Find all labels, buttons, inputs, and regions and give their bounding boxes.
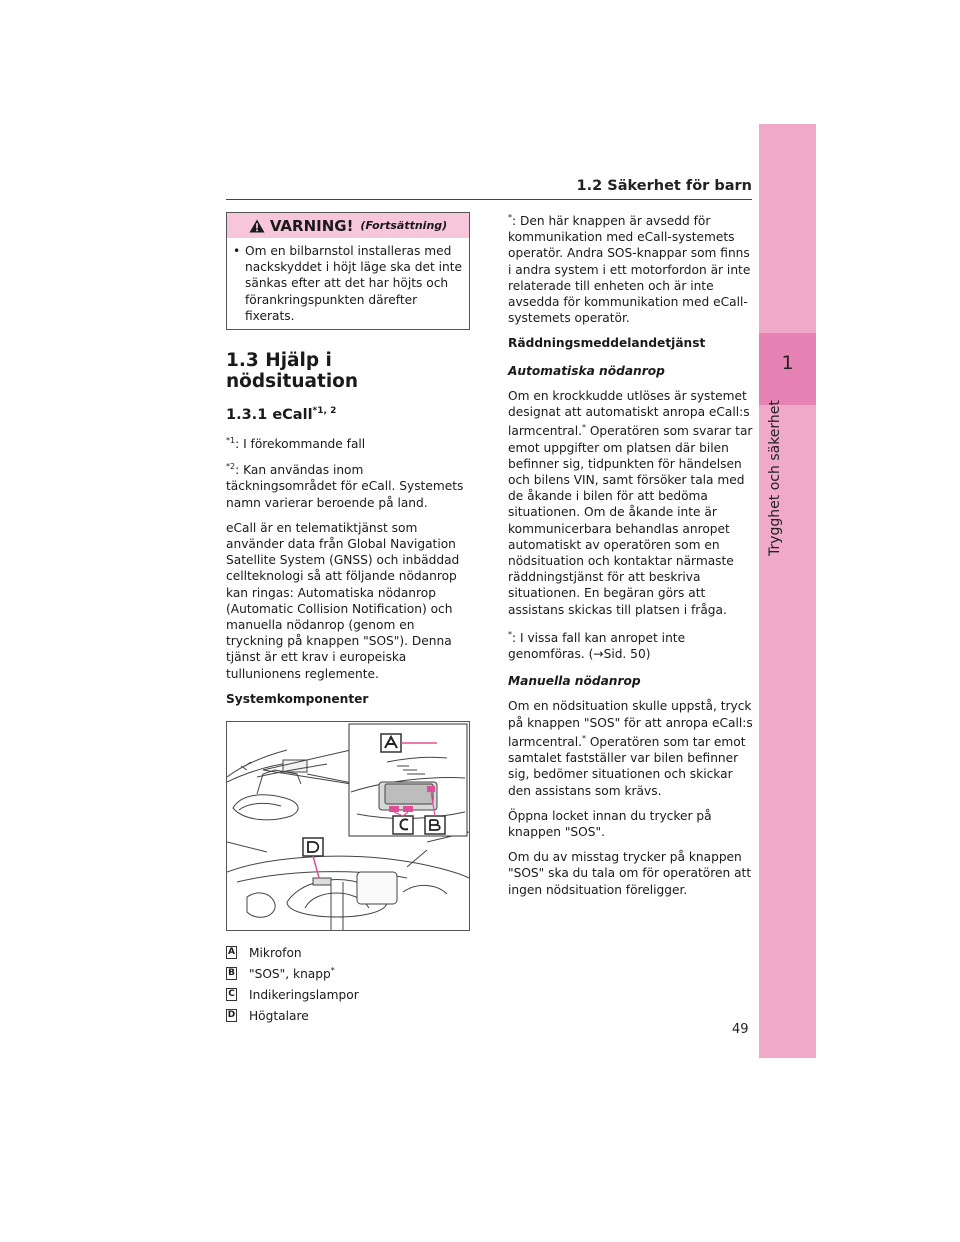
manual-call-text-1: Om en nödsituation skulle uppstå, tryck på knappen "SOS" för att anropa eCall:s larmcentral. <box>508 699 753 749</box>
warning-box <box>226 212 470 330</box>
warning-continuation: (Fortsättning) <box>360 219 448 232</box>
legend-key-d: D <box>227 1010 236 1021</box>
warning-text: Om en bilbarnstol installeras med nackskyddet i höjt läge ska det inte sänkas efter att det har höjts och förankringspunkten därefter fixerats. <box>245 244 463 323</box>
ecall-components-figure <box>226 721 470 931</box>
legend-text-a: Mikrofon <box>249 945 302 960</box>
section-title: 1.3 Hjälp i nödsituation <box>226 350 359 393</box>
legend-key-a: A <box>226 946 237 959</box>
footnote-1-text: : I förekommande fall <box>235 436 366 451</box>
legend-item <box>226 963 470 984</box>
legend-text-b-mark: * <box>330 965 335 975</box>
footnote-2 <box>226 459 470 511</box>
warning-bullet: • <box>233 244 241 258</box>
footnote-1-mark: *1 <box>226 435 236 445</box>
subsection-title <box>226 406 470 423</box>
figure-legend <box>226 942 470 1026</box>
manual-call-heading: Manuella nödanrop <box>508 674 641 689</box>
auto-call-note-text: : I vissa fall kan anropet inte genomföras. (→Sid. 50) <box>508 630 686 662</box>
header-rule <box>226 199 752 200</box>
warning-header <box>227 213 469 238</box>
footnote-1 <box>226 433 470 452</box>
car-interior-illustration <box>227 722 469 930</box>
legend-item <box>226 984 470 1005</box>
warning-title: VARNING! <box>269 216 354 235</box>
auto-call-paragraph <box>508 388 754 618</box>
legend-item <box>226 1005 470 1026</box>
service-heading: Räddningsmeddelandetjänst <box>508 336 706 351</box>
auto-call-heading: Automatiska nödanrop <box>508 363 665 378</box>
sos-button-note <box>508 210 754 326</box>
legend-item <box>226 942 470 963</box>
footnote-2-text: : Kan användas inom täckningsområdet för eCall. Systemets namn varierar beroende på land. <box>226 463 464 510</box>
legend-text-c: Indikeringslampor <box>249 987 359 1002</box>
manual-call-text-2: Operatören som tar emot samtalet fastställer var bilen befinner sig, bedömer situationen och skickar den assistans som krävs. <box>508 734 746 798</box>
left-column <box>226 212 470 1026</box>
footnote-2-mark: *2 <box>226 462 236 472</box>
chapter-label-wrap <box>760 400 790 560</box>
intro-paragraph: eCall är en telematiktjänst som använder data från Global Navigation Satellite System (GNSS) och inbäddad cellteknologi så att följande nödanrop kan ringas: Automatiska nödanrop (Automatic Collision Notification) och manuella nödanrop (genom en tryckning på knappen "SOS"). Denna tjänst är ett krav i europeiska tullunionens reglemente. <box>226 520 460 681</box>
accidental-press-paragraph: Om du av misstag trycker på knappen "SOS" ska du tala om för operatören att ingen nödsituation föreligger. <box>508 850 752 897</box>
legend-text-b-wrap <box>249 966 335 981</box>
subsection-superscript: *1, 2 <box>312 406 337 417</box>
subsection-title-text: 1.3.1 eCall <box>226 406 313 423</box>
sos-note-mark: * <box>508 213 512 222</box>
chapter-number: 1 <box>781 352 794 374</box>
legend-text-d: Högtalare <box>249 1008 309 1023</box>
manual-call-mark: * <box>581 733 586 743</box>
chapter-side-tab <box>759 124 816 1058</box>
auto-call-mark: * <box>581 423 586 433</box>
running-header: 1.2 Säkerhet för barn <box>576 178 752 194</box>
auto-call-note-mark: * <box>508 629 512 639</box>
auto-call-text-1: Om en krockkudde utlöses är systemet designat att automatiskt anropa eCall:s larmcentral. <box>508 388 750 439</box>
warning-body <box>227 238 469 329</box>
sos-note-text: : Den här knappen är avsedd för kommunikation med eCall-systemets operatör. Andra SOS-knappar som finns i andra system i ett motorfordon är inte relaterade till enheten och är inte avsedda för kommunikation med eCall-systemets operatör. <box>508 214 751 326</box>
chapter-label: Trygghet och säkerhet <box>767 400 783 556</box>
legend-text-b: "SOS", knapp <box>249 967 331 982</box>
open-lid-paragraph: Öppna locket innan du trycker på knappen "SOS". <box>508 808 712 839</box>
page-number: 49 <box>732 1022 749 1037</box>
legend-key-c: C <box>226 988 237 1001</box>
legend-key-b: B <box>226 967 237 980</box>
manual-call-paragraph <box>508 698 754 798</box>
auto-call-text-2: Operatören som svarar tar emot uppgifter om platsen där bilen befinner sig, tidpunkten för händelsen och bilens VIN, samt försöker tala med de åkande i bilen för att bedöma situationen. Om de åkande inte är kommunicerbara behandlas anropet automatiskt av operatören som en nödsituation och kontaktar närmaste räddningstjänst för att beskriva situationen. En begäran görs att assistans skickas till platsen i fråga. <box>508 424 753 617</box>
components-heading: Systemkomponenter <box>226 691 369 706</box>
right-column <box>508 210 754 898</box>
auto-call-note <box>508 627 754 662</box>
warning-triangle-icon <box>249 219 265 233</box>
